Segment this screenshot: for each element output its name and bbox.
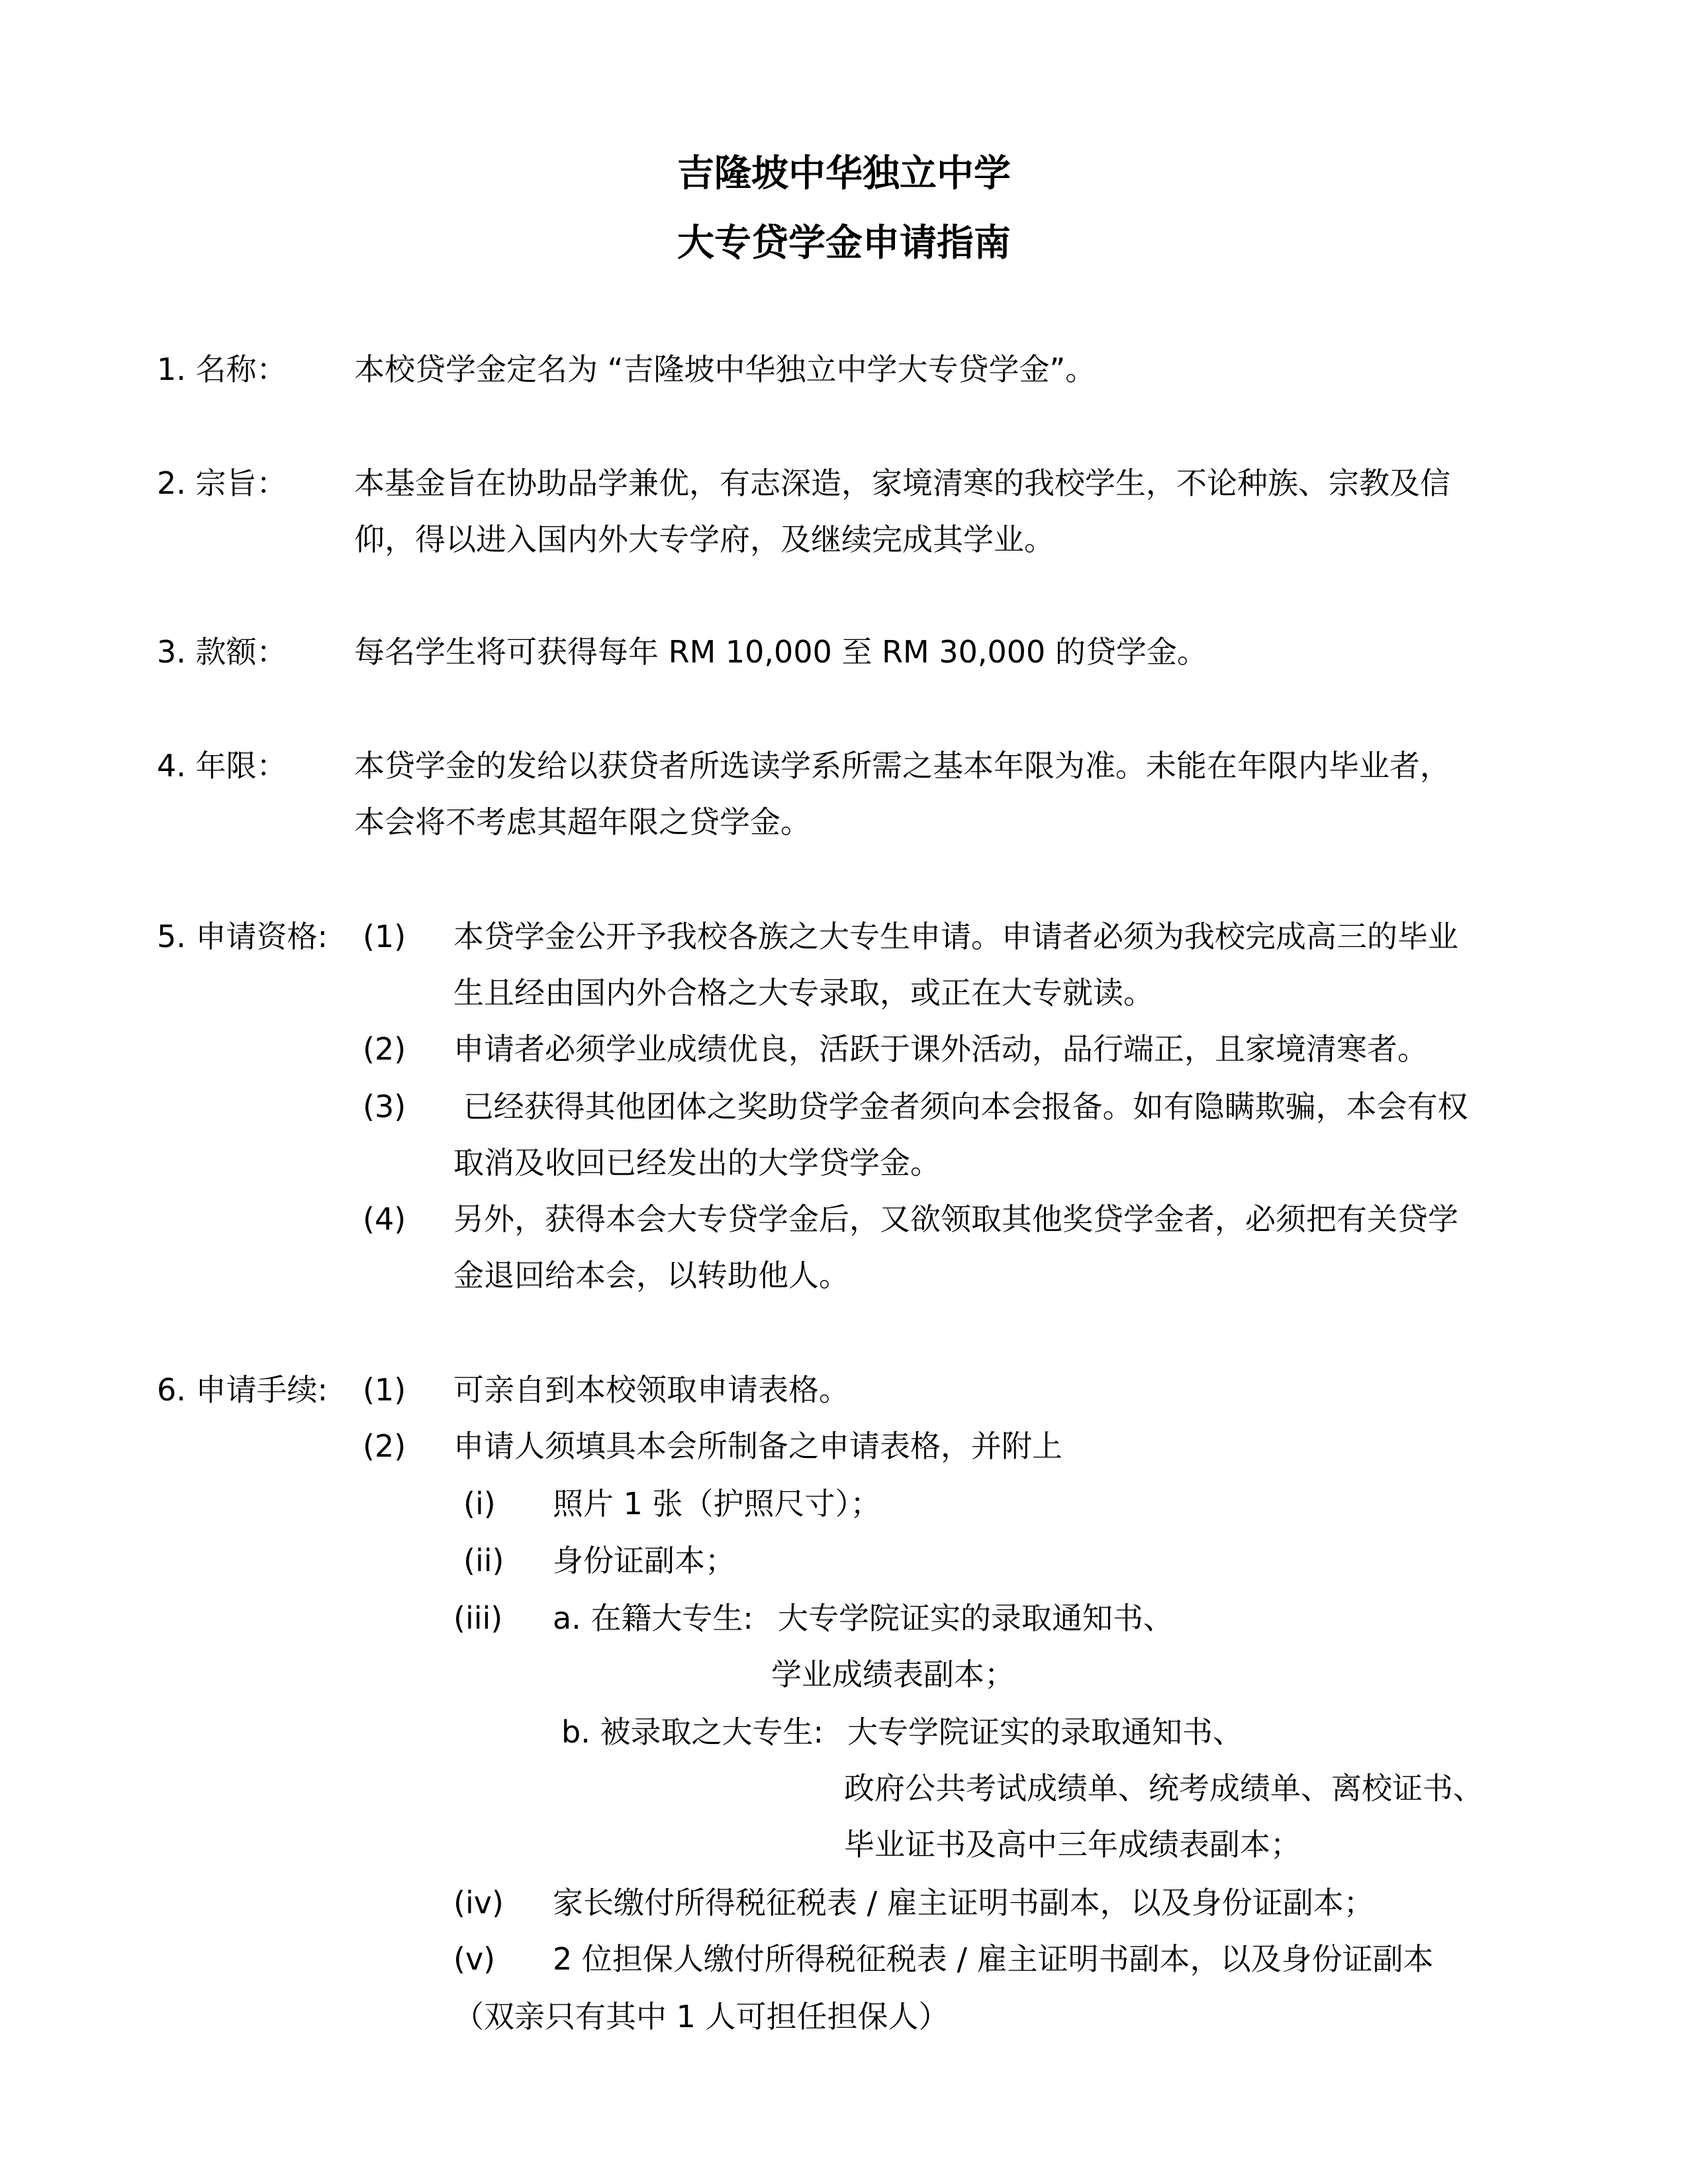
subitem-b-text: 毕业证书及高中三年成绩表副本； [844, 1827, 1301, 1862]
subitem-number: (v) [453, 1941, 496, 1977]
section-2-label: 2. 宗旨： [157, 465, 287, 501]
item-text: 已经获得其他团体之奖助贷学金者须向本会报备。如有隐瞒欺骗，本会有权 [453, 1089, 1468, 1124]
item-text: 申请者必须学业成绩优良，活跃于课外活动，品行端正，且家境清寒者。 [453, 1031, 1428, 1067]
item-text: 生且经由国内外合格之大专录取，或正在大专就读。 [453, 975, 1154, 1011]
section-3-label: 3. 款额： [157, 634, 287, 670]
subitem-text: 家长缴付所得税征税表 / 雇主证明书副本，以及身份证副本； [553, 1885, 1374, 1921]
section-6-label: 6. 申请手续: [157, 1372, 328, 1408]
subitem-text: 身份证副本； [553, 1543, 735, 1578]
subitem-a-text: 大专学院证实的录取通知书、 [778, 1600, 1174, 1636]
item-number: (2) [363, 1031, 406, 1067]
item-number: (1) [363, 1372, 406, 1408]
document-title: 吉隆坡中华独立中学 [677, 152, 1011, 195]
subitem-number: (i) [463, 1486, 496, 1522]
item-text: 金退回给本会，以转助他人。 [453, 1257, 849, 1293]
item-text: 可亲自到本校领取申请表格。 [453, 1372, 849, 1408]
item-text: 另外，获得本会大专贷学金后，又欲领取其他奖贷学金者，必须把有关贷学 [453, 1201, 1458, 1237]
subitem-b-label: b. 被录取之大专生: [561, 1714, 823, 1750]
section-5-label: 5. 申请资格: [157, 919, 328, 954]
document-subtitle: 大专贷学金申请指南 [677, 222, 1011, 265]
item-number: (2) [363, 1428, 406, 1464]
subitem-number: (iii) [453, 1600, 503, 1636]
section-1-text: 本校贷学金定名为 “吉隆坡中华独立中学大专贷学金”。 [354, 351, 1096, 387]
item-text: 取消及收回已经发出的大学贷学金。 [453, 1145, 941, 1181]
subitem-a-label: a. 在籍大专生: [553, 1600, 753, 1636]
item-number: (4) [363, 1201, 406, 1237]
item-number: (3) [363, 1089, 406, 1124]
section-4-text: 本会将不考虑其超年限之贷学金。 [354, 804, 811, 840]
section-1-label: 1. 名称： [157, 351, 287, 387]
subitem-text: 2 位担保人缴付所得税征税表 / 雇主证明书副本，以及身份证副本 [553, 1941, 1434, 1977]
subitem-b-text: 政府公共考试成绩单、统考成绩单、离校证书、 [844, 1770, 1483, 1806]
section-4-text: 本贷学金的发给以获贷者所选读学系所需之基本年限为准。未能在年限内毕业者， [354, 748, 1450, 784]
subitem-note: （双亲只有其中 1 人可担任担保人） [453, 1999, 949, 2034]
section-4-label: 4. 年限： [157, 748, 287, 784]
subitem-b-text: 大专学院证实的录取通知书、 [847, 1714, 1243, 1750]
item-number: (1) [363, 919, 406, 954]
item-text: 申请人须填具本会所制备之申请表格，并附上 [453, 1428, 1062, 1464]
section-2-text: 仰，得以进入国内外大专学府，及继续完成其学业。 [354, 522, 1055, 557]
subitem-text: 照片 1 张（护照尺寸）； [553, 1486, 881, 1522]
item-text: 本贷学金公开予我校各族之大专生申请。申请者必须为我校完成高三的毕业 [453, 919, 1458, 954]
subitem-a-text: 学业成绩表副本； [771, 1657, 1015, 1692]
section-3-text: 每名学生将可获得每年 RM 10,000 至 RM 30,000 的贷学金。 [354, 634, 1207, 670]
subitem-number: (ii) [463, 1543, 504, 1578]
subitem-number: (iv) [453, 1885, 504, 1921]
section-2-text: 本基金旨在协助品学兼优，有志深造，家境清寒的我校学生，不论种族、宗教及信 [354, 465, 1450, 501]
